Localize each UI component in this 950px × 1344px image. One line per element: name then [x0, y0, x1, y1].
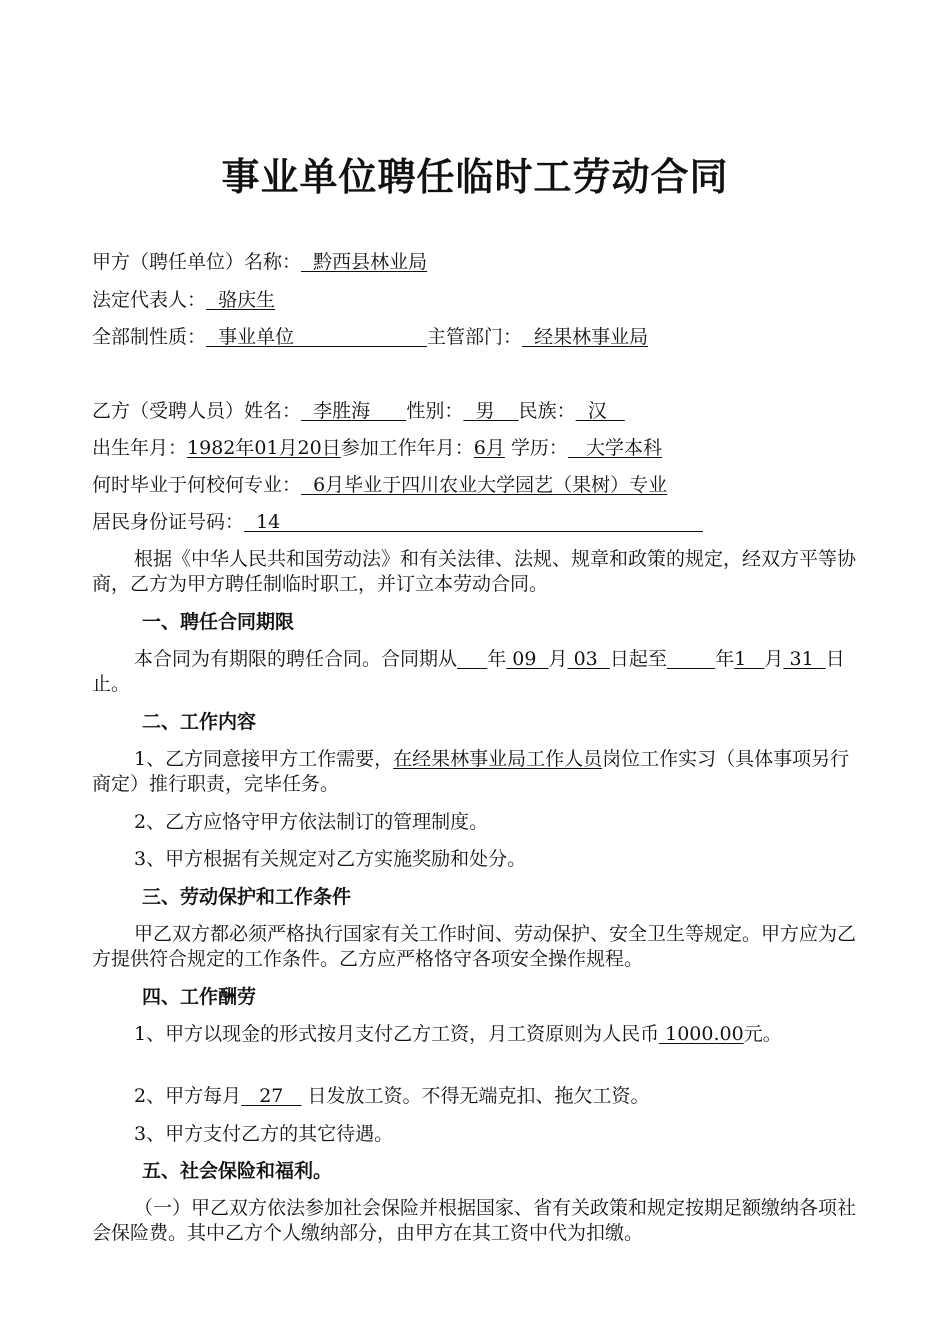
- section-3-paragraph: 甲乙双方都必须严格执行国家有关工作时间、劳动保护、安全卫生等规定。甲方应为乙方提供符合规定的工作条件。乙方应严格恪守各项安全操作规程。: [92, 923, 857, 970]
- gender-label: 性别：: [406, 400, 464, 422]
- term-text-5: 年: [715, 648, 735, 670]
- salary-text-b: 元。: [743, 1023, 782, 1045]
- graduation-value: 6月毕业于四川农业大学园艺（果树）专业: [301, 474, 668, 496]
- birth-value: 1982年01月20日: [187, 437, 341, 459]
- id-number-label: 居民身份证号码：: [92, 511, 245, 533]
- legal-rep-value: 骆庆生: [206, 289, 276, 311]
- term-text-6: 月: [764, 648, 784, 670]
- section-1-paragraph: [92, 647, 862, 697]
- section-4-item-1: [92, 1022, 862, 1047]
- duty-text-b: 岗位工作实习（具体事项另行商定）推行职责，完毕任务。: [92, 748, 850, 795]
- party-a-name-value: 黔西县林业局: [301, 251, 428, 273]
- term-text-3: 月: [548, 648, 568, 670]
- id-number-line: [92, 510, 703, 534]
- term-end-year: [667, 648, 715, 670]
- salary-text-a: 1、甲方以现金的形式按月支付乙方工资，月工资原则为人民币: [134, 1023, 660, 1045]
- party-a-name-line: [92, 250, 427, 274]
- term-start-day: 03: [567, 648, 610, 670]
- nature-label: 全部制性质：: [92, 326, 207, 348]
- nature-dept-line: [92, 325, 648, 349]
- term-text-7: 日止。: [92, 648, 845, 695]
- birth-work-edu-line: [92, 436, 662, 460]
- section-4-heading: 四、工作酬劳: [142, 986, 257, 1008]
- section-2-item-1: [92, 747, 862, 797]
- ethnic-value: 汉: [575, 400, 625, 422]
- section-2-heading: 二、工作内容: [142, 711, 257, 733]
- section-2-item-2: 2、乙方应恪守甲方依法制订的管理制度。: [134, 811, 489, 833]
- term-start-month: 09: [506, 648, 549, 670]
- graduation-line: [92, 473, 667, 497]
- section-5-paragraph: （一）甲乙双方依法参加社会保险并根据国家、省有关政策和规定按期足额缴纳各项社会保险费。其中乙方个人缴纳部分，由甲方在其工资中代为扣缴。: [92, 1197, 857, 1244]
- payday-value: 27: [241, 1085, 302, 1107]
- section-4-item-2: [92, 1084, 862, 1109]
- legal-rep-label: 法定代表人：: [92, 289, 207, 311]
- gender-value: 男: [463, 400, 519, 422]
- document-title: 事业单位聘任临时工劳动合同: [221, 154, 729, 199]
- term-text-2: 年: [487, 648, 507, 670]
- party-a-name-label: 甲方（聘任单位）名称：: [92, 251, 302, 273]
- id-number-value: 14: [244, 511, 704, 533]
- dept-label: 主管部门：: [426, 326, 522, 348]
- term-text-1: 本合同为有期限的聘任合同。合同期从: [134, 648, 458, 670]
- payday-text-a: 2、甲方每月: [134, 1085, 242, 1107]
- section-1-heading: 一、聘任合同期限: [142, 611, 295, 633]
- party-b-name-line: [92, 399, 625, 423]
- education-value: 大学本科: [567, 437, 663, 459]
- payday-text-b: 日发放工资。不得无端克扣、拖欠工资。: [301, 1085, 650, 1107]
- work-start-label: 参加工作年月：: [340, 437, 474, 459]
- intro-paragraph: 根据《中华人民共和国劳动法》和有关法律、法规、规章和政策的规定，经双方平等协商，乙方为甲方聘任制临时职工，并订立本劳动合同。: [92, 548, 857, 595]
- education-label: 学历：: [504, 437, 568, 459]
- party-b-name-label: 乙方（受聘人员）姓名：: [92, 400, 302, 422]
- work-start-value: 6月: [473, 437, 505, 459]
- duty-text-a: 1、乙方同意接甲方工作需要，: [134, 748, 394, 770]
- term-end-day: 31: [783, 648, 826, 670]
- ethnic-label: 民族：: [518, 400, 576, 422]
- term-start-year: [457, 648, 487, 670]
- birth-label: 出生年月：: [92, 437, 188, 459]
- salary-amount: 1000.00: [659, 1023, 744, 1045]
- section-2-item-3: 3、甲方根据有关规定对乙方实施奖励和处分。: [134, 848, 527, 870]
- term-text-4: 日起至: [609, 648, 667, 670]
- duty-position: 在经果林事业局工作人员: [393, 748, 603, 770]
- section-4-item-3: 3、甲方支付乙方的其它待遇。: [134, 1123, 394, 1145]
- graduation-label: 何时毕业于何校何专业：: [92, 474, 302, 496]
- term-end-month: 1: [734, 648, 765, 670]
- nature-value: 事业单位: [206, 326, 427, 348]
- legal-rep-line: [92, 288, 275, 312]
- section-5-heading: 五、社会保险和福利。: [142, 1160, 333, 1182]
- party-b-name-value: 李胜海: [301, 400, 407, 422]
- dept-value: 经果林事业局: [521, 326, 649, 348]
- section-3-heading: 三、劳动保护和工作条件: [142, 886, 352, 908]
